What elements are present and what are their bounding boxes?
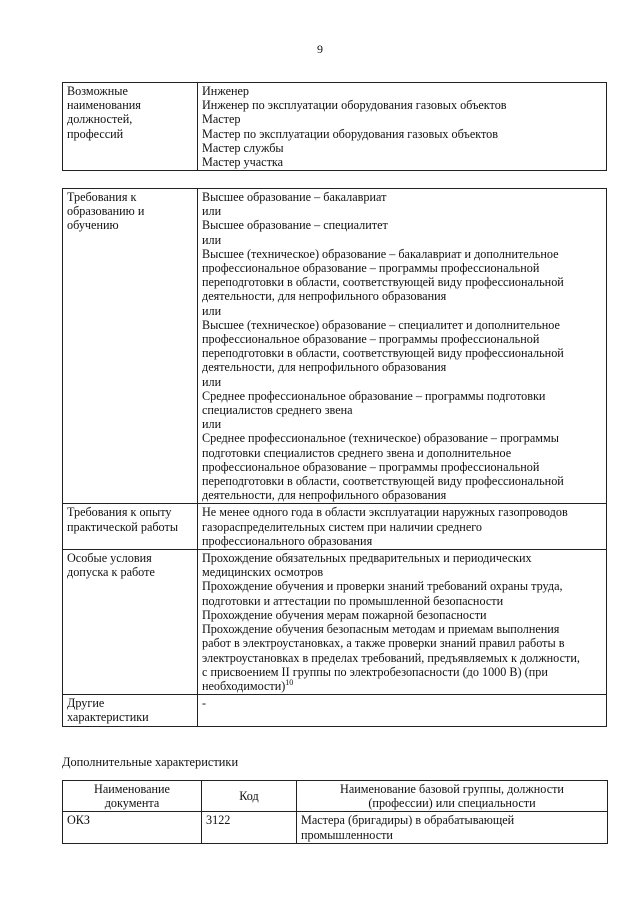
additional-section-title: Дополнительные характеристики [62,755,239,769]
list-item: Инженер [202,84,250,98]
requirements-table [62,188,607,727]
education-line: специалистов среднего звена [202,403,353,418]
footnote-ref[interactable]: 10 [285,677,294,687]
special-line: Прохождение обучения и проверки знаний требований охраны труда, [202,579,563,594]
header-code [202,781,297,812]
education-line: или [202,417,222,432]
other-value-cell [198,695,607,726]
cell-text: Мастера (бригадиры) в обрабатывающей [301,813,515,828]
cell-text: 3122 [206,813,231,828]
positions-label-cell [63,83,198,171]
experience-line: Не менее одного года в области эксплуатации наружных газопроводов [202,505,568,520]
label-line: допуска к работе [67,565,155,580]
header-line: документа [104,796,160,811]
experience-line: профессионального образования [202,533,373,548]
education-line: профессиональное образование – программы профессиональной [202,459,540,474]
header-name [297,781,608,812]
special-line: Прохождение обучения безопасным методам и приемам выполнения [202,622,560,637]
special-line: электроустановках в пределах требований, предъявляемых к должности, [202,650,580,665]
education-line: Среднее профессиональное (техническое) образование – программы [202,431,559,446]
positions-table [62,82,607,171]
experience-label-cell [63,504,198,550]
label-line: Особые условия [67,551,152,566]
special-line: подготовки и аттестации по промышленной безопасности [202,593,504,608]
other-value: - [202,696,207,711]
table-row [63,189,607,504]
education-line: Высшее (техническое) образование – специалитет и дополнительное [202,317,560,332]
special-line: работ в электроустановках, а также проверки знаний правил работы в [202,636,565,651]
experience-value-cell [198,504,607,550]
label-line: Другие [67,696,105,711]
table-row [63,504,607,550]
education-line: переподготовки в области, соответствующей виду профессиональной [202,275,564,290]
education-line: Среднее профессиональное образование – программы подготовки [202,388,546,403]
education-line: переподготовки в области, соответствующей виду профессиональной [202,346,564,361]
experience-line: газораспределительных систем при наличии среднего [202,519,483,534]
label-line: Требования к [67,190,137,204]
education-line: профессиональное образование – программы профессиональной [202,261,540,276]
label-line: профессий [67,126,124,141]
education-line: профессиональное образование – программы профессиональной [202,332,540,347]
table-row [63,695,607,726]
label-line: должностей, [67,112,133,127]
additional-table [62,780,608,844]
education-line: или [202,303,222,318]
education-line: или [202,374,222,389]
table-row [63,781,608,812]
education-line: или [202,204,222,219]
education-line: подготовки специалистов среднего звена и дополнительное [202,445,512,460]
cell-name [297,812,608,843]
special-value-cell [198,550,607,695]
education-line: переподготовки в области, соответствующей виду профессиональной [202,474,564,489]
label-line: обучению [67,218,119,233]
education-label-cell [63,189,198,504]
label-line: Требования к опыту [67,505,172,520]
special-line: Прохождение обучения мерам пожарной безопасности [202,607,487,622]
education-line: Высшее образование – специалитет [202,218,388,233]
positions-list-cell [198,83,607,171]
label-line: характеристики [67,710,149,725]
header-line: Наименование базовой группы, должности [340,782,564,796]
special-line [202,679,602,693]
list-item: Инженер по эксплуатации оборудования газовых объектов [202,98,507,113]
special-line: с присвоением II группы по электробезопасности (до 1000 В) (при [202,664,548,679]
label-line: образованию и [67,204,145,219]
other-label-cell [63,695,198,726]
table-row [63,550,607,695]
education-line: деятельности, для непрофильного образования [202,289,447,304]
cell-code [202,812,297,843]
header-line: Код [239,789,259,804]
cell-doc [63,812,202,843]
special-label-cell [63,550,198,695]
page-number: 9 [317,42,323,56]
education-line: или [202,232,222,247]
cell-text: ОКЗ [67,813,91,828]
header-line: Наименование [94,782,170,796]
list-item: Мастер [202,112,241,127]
cell-text: промышленности [301,827,393,842]
label-line: практической работы [67,519,179,534]
special-line: Прохождение обязательных предварительных и периодических [202,551,532,566]
header-doc [63,781,202,812]
table-row [63,83,607,171]
education-line: деятельности, для непрофильного образования [202,488,447,503]
list-item: Мастер службы [202,140,284,155]
special-line: медицинских осмотров [202,565,324,580]
special-last-text: необходимости) [202,678,286,693]
label-line: Возможные [67,84,128,98]
list-item: Мастер участка [202,155,284,170]
education-line: Высшее (техническое) образование – бакалавриат и дополнительное [202,246,559,261]
header-line: (профессии) или специальности [368,796,536,811]
education-line: деятельности, для непрофильного образования [202,360,447,375]
education-line: Высшее образование – бакалавриат [202,190,387,204]
table-row [63,812,608,843]
label-line: наименования [67,98,141,113]
list-item: Мастер по эксплуатации оборудования газовых объектов [202,126,499,141]
education-value-cell [198,189,607,504]
